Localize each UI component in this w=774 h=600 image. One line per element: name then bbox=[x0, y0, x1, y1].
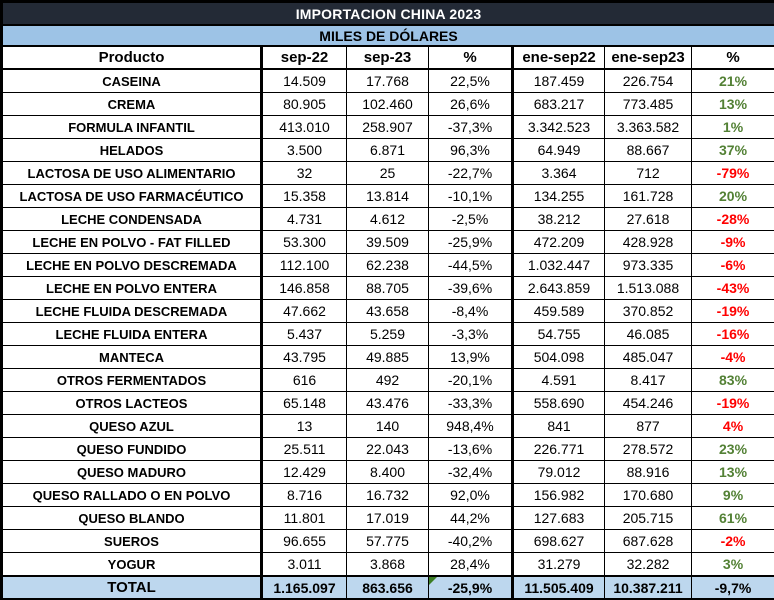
sep23-cell: 39.509 bbox=[347, 231, 429, 254]
ytd-pct-cell: 37% bbox=[692, 139, 774, 162]
product-cell: LECHE FLUIDA DESCREMADA bbox=[2, 300, 262, 323]
monthly-pct-cell: -33,3% bbox=[429, 392, 513, 415]
table-row bbox=[2, 69, 774, 93]
product-cell: MANTECA bbox=[2, 346, 262, 369]
product-cell: LECHE EN POLVO ENTERA bbox=[2, 277, 262, 300]
ene-sep22-cell: 134.255 bbox=[513, 185, 605, 208]
product-cell: OTROS LACTEOS bbox=[2, 392, 262, 415]
sep23-cell: 258.907 bbox=[347, 116, 429, 139]
monthly-pct-cell: 92,0% bbox=[429, 484, 513, 507]
sep23-cell: 140 bbox=[347, 415, 429, 438]
sep23-cell: 43.476 bbox=[347, 392, 429, 415]
sep22-cell: 616 bbox=[262, 369, 347, 392]
sep22-cell: 146.858 bbox=[262, 277, 347, 300]
sep22-cell: 14.509 bbox=[262, 69, 347, 93]
table-row bbox=[2, 116, 774, 139]
sep22-cell: 53.300 bbox=[262, 231, 347, 254]
sep22-cell: 96.655 bbox=[262, 530, 347, 553]
sep23-cell: 8.400 bbox=[347, 461, 429, 484]
ene-sep23-cell: 170.680 bbox=[605, 484, 692, 507]
sep22-cell: 112.100 bbox=[262, 254, 347, 277]
ytd-pct-cell: 23% bbox=[692, 438, 774, 461]
product-cell: CREMA bbox=[2, 93, 262, 116]
ytd-pct-cell: 3% bbox=[692, 553, 774, 577]
table-row bbox=[2, 208, 774, 231]
product-cell: SUEROS bbox=[2, 530, 262, 553]
ytd-pct-cell: -43% bbox=[692, 277, 774, 300]
sep23-cell: 6.871 bbox=[347, 139, 429, 162]
ene-sep22-cell: 472.209 bbox=[513, 231, 605, 254]
table-subtitle: MILES DE DÓLARES bbox=[2, 25, 774, 46]
sep22-cell: 47.662 bbox=[262, 300, 347, 323]
sep22-cell: 5.437 bbox=[262, 323, 347, 346]
table-row bbox=[2, 185, 774, 208]
ene-sep22-cell: 698.627 bbox=[513, 530, 605, 553]
table-row bbox=[2, 484, 774, 507]
product-cell: QUESO BLANDO bbox=[2, 507, 262, 530]
sep23-cell: 62.238 bbox=[347, 254, 429, 277]
monthly-pct-cell: 44,2% bbox=[429, 507, 513, 530]
sep22-cell: 4.731 bbox=[262, 208, 347, 231]
sep23-cell: 492 bbox=[347, 369, 429, 392]
ene-sep23-cell: 46.085 bbox=[605, 323, 692, 346]
column-header: Producto bbox=[2, 46, 262, 69]
ene-sep22-cell: 683.217 bbox=[513, 93, 605, 116]
table-row bbox=[2, 139, 774, 162]
product-cell: LECHE CONDENSADA bbox=[2, 208, 262, 231]
ene-sep23-cell: 10.387.211 bbox=[605, 576, 692, 600]
ytd-pct-cell: 13% bbox=[692, 461, 774, 484]
ene-sep22-cell: 38.212 bbox=[513, 208, 605, 231]
ene-sep22-cell: 841 bbox=[513, 415, 605, 438]
product-cell: YOGUR bbox=[2, 553, 262, 577]
ene-sep22-cell: 226.771 bbox=[513, 438, 605, 461]
product-cell: QUESO MADURO bbox=[2, 461, 262, 484]
ene-sep23-cell: 773.485 bbox=[605, 93, 692, 116]
ene-sep22-cell: 2.643.859 bbox=[513, 277, 605, 300]
table-row bbox=[2, 369, 774, 392]
ytd-pct-cell: -79% bbox=[692, 162, 774, 185]
monthly-pct-cell: 96,3% bbox=[429, 139, 513, 162]
ytd-pct-cell: 1% bbox=[692, 116, 774, 139]
table-row bbox=[2, 277, 774, 300]
monthly-pct-cell: -25,9% bbox=[429, 576, 513, 600]
table-subtitle-row bbox=[2, 25, 774, 46]
sep22-cell: 8.716 bbox=[262, 484, 347, 507]
ene-sep23-cell: 161.728 bbox=[605, 185, 692, 208]
ene-sep22-cell: 31.279 bbox=[513, 553, 605, 577]
product-cell: LECHE FLUIDA ENTERA bbox=[2, 323, 262, 346]
ytd-pct-cell: -4% bbox=[692, 346, 774, 369]
ytd-pct-cell: -19% bbox=[692, 392, 774, 415]
sep22-cell: 3.500 bbox=[262, 139, 347, 162]
monthly-pct-cell: -2,5% bbox=[429, 208, 513, 231]
sep23-cell: 17.768 bbox=[347, 69, 429, 93]
product-cell: CASEINA bbox=[2, 69, 262, 93]
sep23-cell: 13.814 bbox=[347, 185, 429, 208]
monthly-pct-cell: 26,6% bbox=[429, 93, 513, 116]
sep22-cell: 65.148 bbox=[262, 392, 347, 415]
sep22-cell: 32 bbox=[262, 162, 347, 185]
ytd-pct-cell: -28% bbox=[692, 208, 774, 231]
ene-sep22-cell: 64.949 bbox=[513, 139, 605, 162]
sep22-cell: 11.801 bbox=[262, 507, 347, 530]
ene-sep23-cell: 370.852 bbox=[605, 300, 692, 323]
ene-sep23-cell: 88.667 bbox=[605, 139, 692, 162]
monthly-pct-cell: 22,5% bbox=[429, 69, 513, 93]
ene-sep22-cell: 3.364 bbox=[513, 162, 605, 185]
ene-sep23-cell: 1.513.088 bbox=[605, 277, 692, 300]
sep23-cell: 3.868 bbox=[347, 553, 429, 577]
monthly-pct-cell: -3,3% bbox=[429, 323, 513, 346]
product-cell: QUESO AZUL bbox=[2, 415, 262, 438]
ene-sep23-cell: 8.417 bbox=[605, 369, 692, 392]
ene-sep23-cell: 32.282 bbox=[605, 553, 692, 577]
monthly-pct-cell: -44,5% bbox=[429, 254, 513, 277]
ene-sep22-cell: 54.755 bbox=[513, 323, 605, 346]
monthly-pct-cell: -22,7% bbox=[429, 162, 513, 185]
ene-sep22-cell: 1.032.447 bbox=[513, 254, 605, 277]
product-cell: QUESO RALLADO O EN POLVO bbox=[2, 484, 262, 507]
product-cell: OTROS FERMENTADOS bbox=[2, 369, 262, 392]
ene-sep22-cell: 4.591 bbox=[513, 369, 605, 392]
table-row bbox=[2, 461, 774, 484]
ene-sep23-cell: 877 bbox=[605, 415, 692, 438]
monthly-pct-cell: -40,2% bbox=[429, 530, 513, 553]
column-header-row bbox=[2, 46, 774, 69]
sep23-cell: 43.658 bbox=[347, 300, 429, 323]
table-row bbox=[2, 254, 774, 277]
column-header: % bbox=[429, 46, 513, 69]
ene-sep23-cell: 687.628 bbox=[605, 530, 692, 553]
table-row bbox=[2, 323, 774, 346]
sep22-cell: 13 bbox=[262, 415, 347, 438]
ytd-pct-cell: -16% bbox=[692, 323, 774, 346]
sep22-cell: 25.511 bbox=[262, 438, 347, 461]
sep22-cell: 1.165.097 bbox=[262, 576, 347, 600]
sep23-cell: 22.043 bbox=[347, 438, 429, 461]
sep23-cell: 25 bbox=[347, 162, 429, 185]
column-header: ene-sep23 bbox=[605, 46, 692, 69]
monthly-pct-cell: -10,1% bbox=[429, 185, 513, 208]
ene-sep23-cell: 454.246 bbox=[605, 392, 692, 415]
ene-sep22-cell: 187.459 bbox=[513, 69, 605, 93]
column-header: % bbox=[692, 46, 774, 69]
monthly-pct-cell: -20,1% bbox=[429, 369, 513, 392]
sep22-cell: 413.010 bbox=[262, 116, 347, 139]
ene-sep22-cell: 459.589 bbox=[513, 300, 605, 323]
column-header: sep-22 bbox=[262, 46, 347, 69]
monthly-pct-cell: 13,9% bbox=[429, 346, 513, 369]
table-row bbox=[2, 300, 774, 323]
ytd-pct-cell: 4% bbox=[692, 415, 774, 438]
sep23-cell: 16.732 bbox=[347, 484, 429, 507]
monthly-pct-cell: -13,6% bbox=[429, 438, 513, 461]
table-row bbox=[2, 553, 774, 577]
ene-sep23-cell: 278.572 bbox=[605, 438, 692, 461]
sep23-cell: 863.656 bbox=[347, 576, 429, 600]
ytd-pct-cell: -9% bbox=[692, 231, 774, 254]
ene-sep22-cell: 79.012 bbox=[513, 461, 605, 484]
ytd-pct-cell: 20% bbox=[692, 185, 774, 208]
sep23-cell: 88.705 bbox=[347, 277, 429, 300]
sep22-cell: 12.429 bbox=[262, 461, 347, 484]
table-title-row bbox=[2, 2, 774, 26]
column-header: sep-23 bbox=[347, 46, 429, 69]
product-cell: HELADOS bbox=[2, 139, 262, 162]
product-cell: QUESO FUNDIDO bbox=[2, 438, 262, 461]
table-row bbox=[2, 231, 774, 254]
monthly-pct-cell: 28,4% bbox=[429, 553, 513, 577]
product-cell: LACTOSA DE USO ALIMENTARIO bbox=[2, 162, 262, 185]
table-row bbox=[2, 346, 774, 369]
ytd-pct-cell: -2% bbox=[692, 530, 774, 553]
ytd-pct-cell: 83% bbox=[692, 369, 774, 392]
excel-error-flag-icon bbox=[429, 577, 437, 585]
ytd-pct-cell: -9,7% bbox=[692, 576, 774, 600]
product-cell: TOTAL bbox=[2, 576, 262, 600]
ytd-pct-cell: -6% bbox=[692, 254, 774, 277]
ytd-pct-cell: 21% bbox=[692, 69, 774, 93]
monthly-pct-cell: -39,6% bbox=[429, 277, 513, 300]
sep22-cell: 43.795 bbox=[262, 346, 347, 369]
product-cell: FORMULA INFANTIL bbox=[2, 116, 262, 139]
page-title: IMPORTACION CHINA 2023 bbox=[2, 2, 774, 26]
product-cell: LECHE EN POLVO - FAT FILLED bbox=[2, 231, 262, 254]
table-row bbox=[2, 507, 774, 530]
ytd-pct-cell: 9% bbox=[692, 484, 774, 507]
ene-sep22-cell: 11.505.409 bbox=[513, 576, 605, 600]
product-cell: LECHE EN POLVO DESCREMADA bbox=[2, 254, 262, 277]
ytd-pct-cell: 61% bbox=[692, 507, 774, 530]
sep23-cell: 5.259 bbox=[347, 323, 429, 346]
total-row bbox=[2, 576, 774, 600]
table-row bbox=[2, 93, 774, 116]
ytd-pct-cell: 13% bbox=[692, 93, 774, 116]
ene-sep22-cell: 156.982 bbox=[513, 484, 605, 507]
ene-sep23-cell: 973.335 bbox=[605, 254, 692, 277]
table-row bbox=[2, 162, 774, 185]
sep23-cell: 17.019 bbox=[347, 507, 429, 530]
table-row bbox=[2, 415, 774, 438]
ene-sep23-cell: 428.928 bbox=[605, 231, 692, 254]
sep23-cell: 57.775 bbox=[347, 530, 429, 553]
ene-sep22-cell: 558.690 bbox=[513, 392, 605, 415]
monthly-pct-cell: -8,4% bbox=[429, 300, 513, 323]
ene-sep23-cell: 226.754 bbox=[605, 69, 692, 93]
monthly-pct-cell: -25,9% bbox=[429, 231, 513, 254]
ene-sep22-cell: 504.098 bbox=[513, 346, 605, 369]
sep22-cell: 3.011 bbox=[262, 553, 347, 577]
table-row bbox=[2, 530, 774, 553]
sep23-cell: 49.885 bbox=[347, 346, 429, 369]
table-row bbox=[2, 438, 774, 461]
ene-sep23-cell: 205.715 bbox=[605, 507, 692, 530]
monthly-pct-cell: -32,4% bbox=[429, 461, 513, 484]
ene-sep23-cell: 485.047 bbox=[605, 346, 692, 369]
sep22-cell: 15.358 bbox=[262, 185, 347, 208]
sep22-cell: 80.905 bbox=[262, 93, 347, 116]
ene-sep22-cell: 3.342.523 bbox=[513, 116, 605, 139]
ene-sep23-cell: 3.363.582 bbox=[605, 116, 692, 139]
monthly-pct-cell: -37,3% bbox=[429, 116, 513, 139]
sep23-cell: 102.460 bbox=[347, 93, 429, 116]
product-cell: LACTOSA DE USO FARMACÉUTICO bbox=[2, 185, 262, 208]
ene-sep22-cell: 127.683 bbox=[513, 507, 605, 530]
ytd-pct-cell: -19% bbox=[692, 300, 774, 323]
column-header: ene-sep22 bbox=[513, 46, 605, 69]
ene-sep23-cell: 712 bbox=[605, 162, 692, 185]
monthly-pct-cell: 948,4% bbox=[429, 415, 513, 438]
sep23-cell: 4.612 bbox=[347, 208, 429, 231]
ene-sep23-cell: 88.916 bbox=[605, 461, 692, 484]
table-row bbox=[2, 392, 774, 415]
ene-sep23-cell: 27.618 bbox=[605, 208, 692, 231]
